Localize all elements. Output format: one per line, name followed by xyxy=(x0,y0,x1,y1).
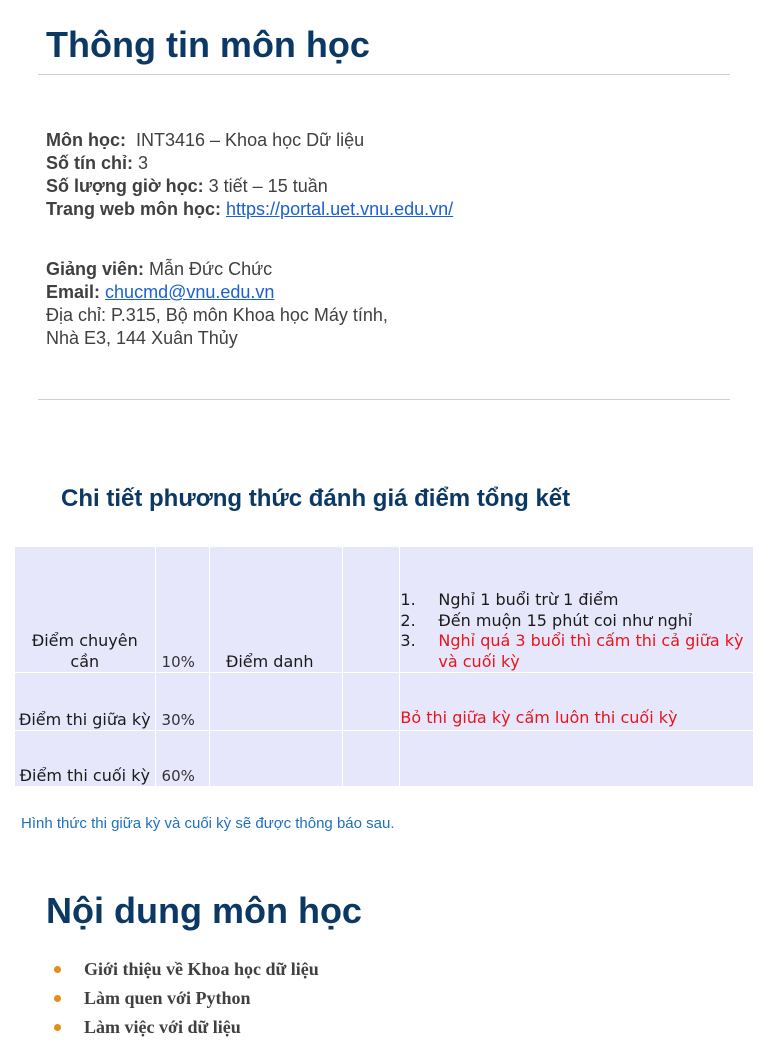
course-row xyxy=(46,129,453,152)
page-title: Thông tin môn học xyxy=(46,24,370,65)
list-item xyxy=(400,590,753,611)
credits-row xyxy=(46,152,453,175)
exam-format-note: Hình thức thi giữa kỳ và cuối kỳ sẽ được thông báo sau. xyxy=(21,815,395,832)
hours-row xyxy=(46,175,453,198)
course-info-block xyxy=(46,129,453,221)
list-item xyxy=(400,611,753,632)
attendance-rules-list xyxy=(400,590,753,672)
rule-text: Đến muộn 15 phút coi như nghỉ xyxy=(438,610,693,630)
divider xyxy=(38,74,730,75)
course-label: Môn học: xyxy=(46,130,126,150)
table-row xyxy=(15,547,753,672)
website-label: Trang web môn học: xyxy=(46,199,222,219)
divider xyxy=(38,399,730,400)
empty-cell xyxy=(343,673,400,730)
credits-value: 3 xyxy=(138,153,149,173)
lecturer-info-block xyxy=(46,258,388,350)
list-item xyxy=(46,984,319,1013)
list-item xyxy=(46,955,319,984)
rule-number: 2. xyxy=(400,610,416,630)
list-item-text: Làm việc với dữ liệu xyxy=(84,1017,241,1037)
component-name: Điểm thi cuối kỳ xyxy=(15,731,155,786)
table-row xyxy=(15,673,753,730)
component-weight: 60% xyxy=(156,731,209,786)
lecturer-value: Mẫn Đức Chức xyxy=(149,259,273,279)
bullet-icon xyxy=(54,995,61,1002)
list-item-text: Làm quen với Python xyxy=(84,988,251,1008)
rule-number: 3. xyxy=(400,631,416,650)
list-item xyxy=(400,631,753,672)
midterm-note xyxy=(400,673,753,730)
website-row xyxy=(46,198,453,221)
component-weight: 30% xyxy=(156,673,209,730)
empty-cell xyxy=(343,731,400,786)
component-method: Điểm danh xyxy=(210,547,342,672)
credits-label: Số tín chỉ: xyxy=(46,153,133,173)
address-line-1: Địa chỉ: P.315, Bộ môn Khoa học Máy tính, xyxy=(46,305,388,325)
midterm-note-text: Bỏ thi giữa kỳ cấm luôn thi cuối kỳ xyxy=(400,708,678,727)
hours-value: 3 tiết – 15 tuần xyxy=(208,176,328,196)
content-list xyxy=(46,955,319,1042)
email-row xyxy=(46,281,388,304)
address-line-2: Nhà E3, 144 Xuân Thủy xyxy=(46,328,238,348)
list-item xyxy=(46,1013,319,1042)
section-title: Nội dung môn học xyxy=(46,890,362,931)
course-value: INT3416 – Khoa học Dữ liệu xyxy=(136,130,365,150)
bullet-icon xyxy=(54,966,61,973)
bullet-icon xyxy=(54,1024,61,1031)
email-label: Email: xyxy=(46,282,101,302)
hours-label: Số lượng giờ học: xyxy=(46,176,204,196)
empty-cell xyxy=(343,547,400,672)
component-name: Điểm chuyên cần xyxy=(15,547,155,672)
rule-text-warning: Nghỉ quá 3 buổi thì cấm thi cả giữa kỳ và cuối kỳ xyxy=(438,631,744,671)
email-link[interactable]: chucmd@vnu.edu.vn xyxy=(105,282,275,302)
table-row xyxy=(15,731,753,786)
component-name: Điểm thi giữa kỳ xyxy=(15,673,155,730)
attendance-rules-cell xyxy=(400,547,753,672)
lecturer-row xyxy=(46,258,388,281)
list-item-text: Giới thiệu về Khoa học dữ liệu xyxy=(84,959,319,979)
website-link[interactable]: https://portal.uet.vnu.edu.vn/ xyxy=(226,199,454,219)
component-method xyxy=(210,731,342,786)
grading-table xyxy=(14,546,754,787)
final-note xyxy=(400,731,753,786)
rule-number: 1. xyxy=(400,590,416,609)
grading-title: Chi tiết phương thức đánh giá điểm tổng kết xyxy=(61,485,571,512)
lecturer-label: Giảng viên: xyxy=(46,259,145,279)
component-method xyxy=(210,673,342,730)
rule-text: Nghỉ 1 buổi trừ 1 điểm xyxy=(438,590,619,609)
component-weight: 10% xyxy=(156,547,209,672)
